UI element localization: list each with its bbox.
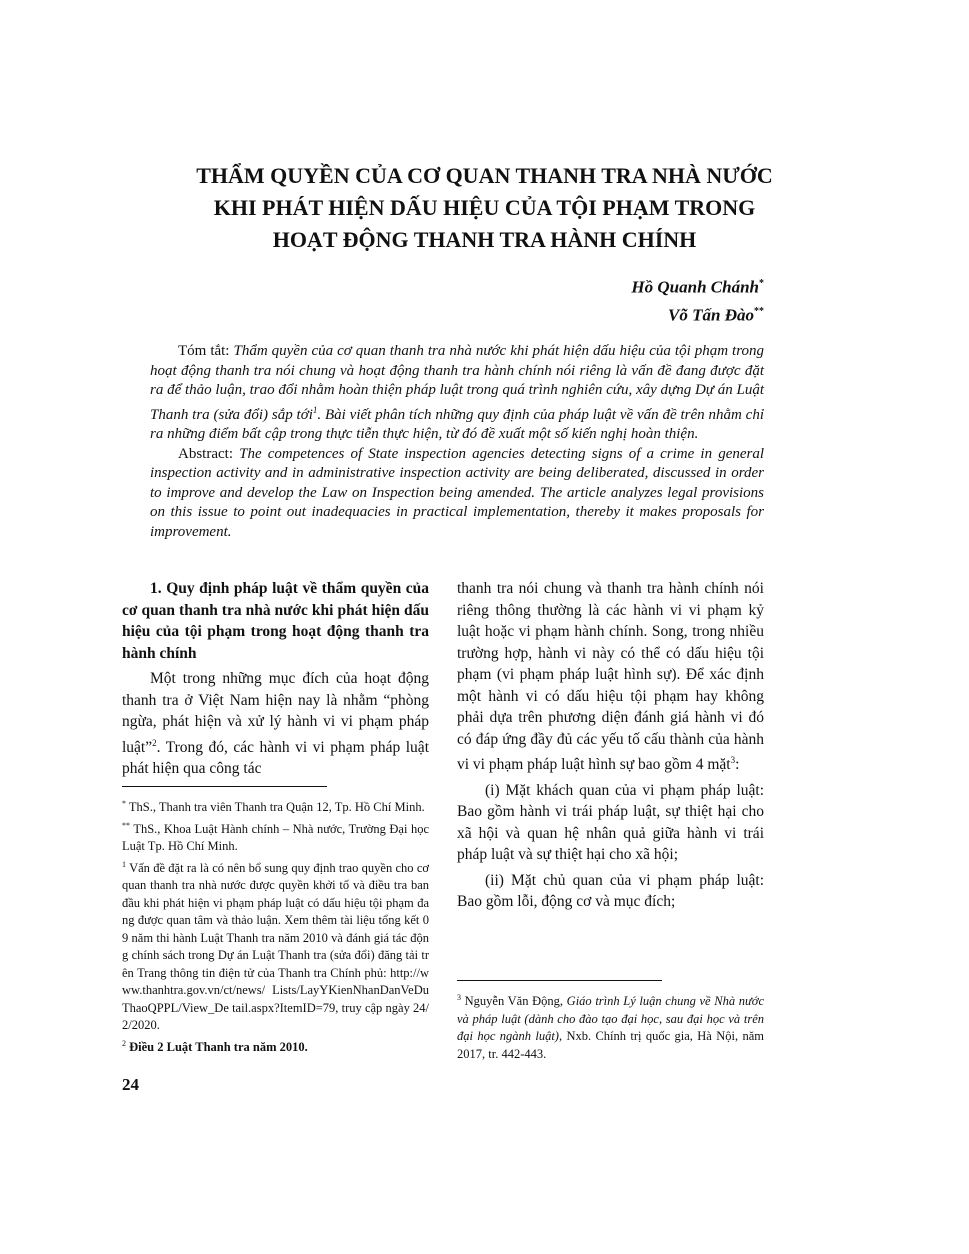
abstract-vi-text-2: . Bài viết phân tích những quy định của pháp luật về vấn đề trên nhằm chỉ ra những điểm bất cập trong thực tiễn thực hiện, từ đó đề xuất một số kiến nghị hoàn thiện. [150, 406, 764, 442]
right-paragraph: thanh tra nói chung và thanh tra hành chính nói riêng thông thường là các hành vi vi phạm kỷ luật hoặc vi phạm hành chính. Song, trong nhiều trường hợp, hành vi này có thể có dấu hiệu tội phạm (vi phạm pháp luật hình sự). Để xác định một hành vi có dấu hiệu tội phạm hay không phải dựa trên phương diện đánh giá hành vi đó có đáp ứng đầy đủ các yếu tố cấu thành của hành vi vi phạm pháp luật hình sự bao gồm 4 mặt$^3$: [457, 580, 764, 774]
section-heading: 1. Quy định pháp luật về thẩm quyền của cơ quan thanh tra nhà nước khi phát hiện dấu hiệu của tội phạm trong hoạt động thanh tra hành chính [122, 580, 429, 662]
abstract-en-label: Abstract: [178, 445, 233, 462]
ref-2: 2 [152, 737, 157, 748]
abstract-english [150, 445, 764, 543]
authors-block [631, 272, 764, 327]
footnotes-left [122, 786, 429, 1057]
list-item-i: (i) Mặt khách quan của vi phạm pháp luật: Bao gồm hành vi trái pháp luật, sự thiệt hại cho xã hội và quan hệ nhân quả giữa hành vi trái pháp luật và sự thiệt hại cho xã hội; [457, 781, 764, 864]
abstract-vietnamese [150, 342, 764, 445]
ref-3: 3 [730, 755, 736, 765]
footnote-divider-left [122, 786, 327, 787]
abstract-block [150, 342, 764, 542]
abstract-en-text: The competences of State inspection agencies detecting signs of a crime in general inspection activity and in administrative inspection activity are being deliberated, discussed in order to improve and develop the Law on Inspection being amended. The article analyzes legal provisions on this issue to point out inadequacies in practical implementation, thereby it makes proposals for improvement. [150, 445, 765, 540]
footnotes-right [457, 980, 764, 1063]
title-line-2: KHI PHÁT HIỆN DẤU HIỆU CỦA TỘI PHẠM TRONG [213, 195, 756, 220]
abstract-vi-label: Tóm tắt: [178, 343, 230, 359]
left-column [122, 578, 429, 784]
footnote-2: $^2$ Điều 2 Luật Thanh tra năm 2010. [122, 1038, 308, 1055]
footnote-3: $^3$ Nguyễn Văn Động, Giáo trình Lý luận chung về Nhà nước và pháp luật (dành cho đào tạo đại học, sau đại học và trên đại học ngành luật), Nxb. Chính trị quốc gia, Hà Nội, năm 2017, tr. 442-443. [457, 993, 764, 1061]
abstract-vi-ref: 1 [312, 404, 318, 415]
page-number: 24 [122, 1075, 139, 1094]
author-2: Võ Tấn Đào** [668, 305, 764, 325]
title-line-3: HOẠT ĐỘNG THANH TRA HÀNH CHÍNH [272, 227, 697, 252]
author-1: Hồ Quanh Chánh* [631, 277, 764, 297]
right-column [457, 578, 764, 917]
abstract-vi-text: Thẩm quyền của cơ quan thanh tra nhà nước khi phát hiện dấu hiệu của tội phạm trong hoạt động thanh tra nói chung và hoạt động thanh tra hành chính nói riêng là vấn đề đang được đặt ra để thảo luận, trao đổi nhằm hoàn thiện pháp luật trong quá trình nghiên cứu, xây dựng Dự án Luật Thanh tra (sửa đổi) sắp tới [150, 343, 765, 423]
footnote-author-1: * ThS., Thanh tra viên Thanh tra Quận 12, Tp. Hồ Chí Minh. [122, 799, 425, 815]
footnote-author-2: ** ThS., Khoa Luật Hành chính – Nhà nước, Trường Đại học Luật Tp. Hồ Chí Minh. [122, 820, 429, 854]
article-title [120, 160, 849, 256]
footnote-1: $^1$ Vấn đề đặt ra là có nên bổ sung quy định trao quyền cho cơ quan thanh tra nhà nước được quyền khởi tố và điều tra ban đầu khi phát hiện vi phạm pháp luật có dấu hiệu tội phạm đang được quan tâm và thảo luận. Xem thêm tài liệu tổng kết 09 năm thi hành Luật Thanh tra năm 2010 và đánh giá tác động chính sách trong Dự án Luật Thanh tra (sửa đổi) đăng tải trên Trang thông tin điện tử của Thanh tra Chính phủ: http://www.thanhtra.gov.vn/ct/news/ Lists/LayYKienNhanDanVeDuThaoQPPL/View_De tail.aspx?ItemID=79, truy cập ngày 24/2/2020. [122, 859, 429, 1033]
footnote-divider-right [457, 980, 662, 981]
author-2-mark: ** [754, 305, 764, 317]
list-item-ii: (ii) Mặt chủ quan của vi phạm pháp luật: Bao gồm lỗi, động cơ và mục đích; [457, 871, 764, 911]
title-line-1: THẨM QUYỀN CỦA CƠ QUAN THANH TRA NHÀ NƯỚC [196, 163, 773, 188]
left-paragraph: Một trong những mục đích của hoạt động thanh tra ở Việt Nam hiện nay là nhằm “phòng ngừa, phát hiện và xử lý hành vi vi phạm pháp luật”$^2$. Trong đó, các hành vi vi phạm pháp luật phát hiện qua công tác [122, 670, 429, 778]
author-1-mark: * [759, 278, 764, 289]
